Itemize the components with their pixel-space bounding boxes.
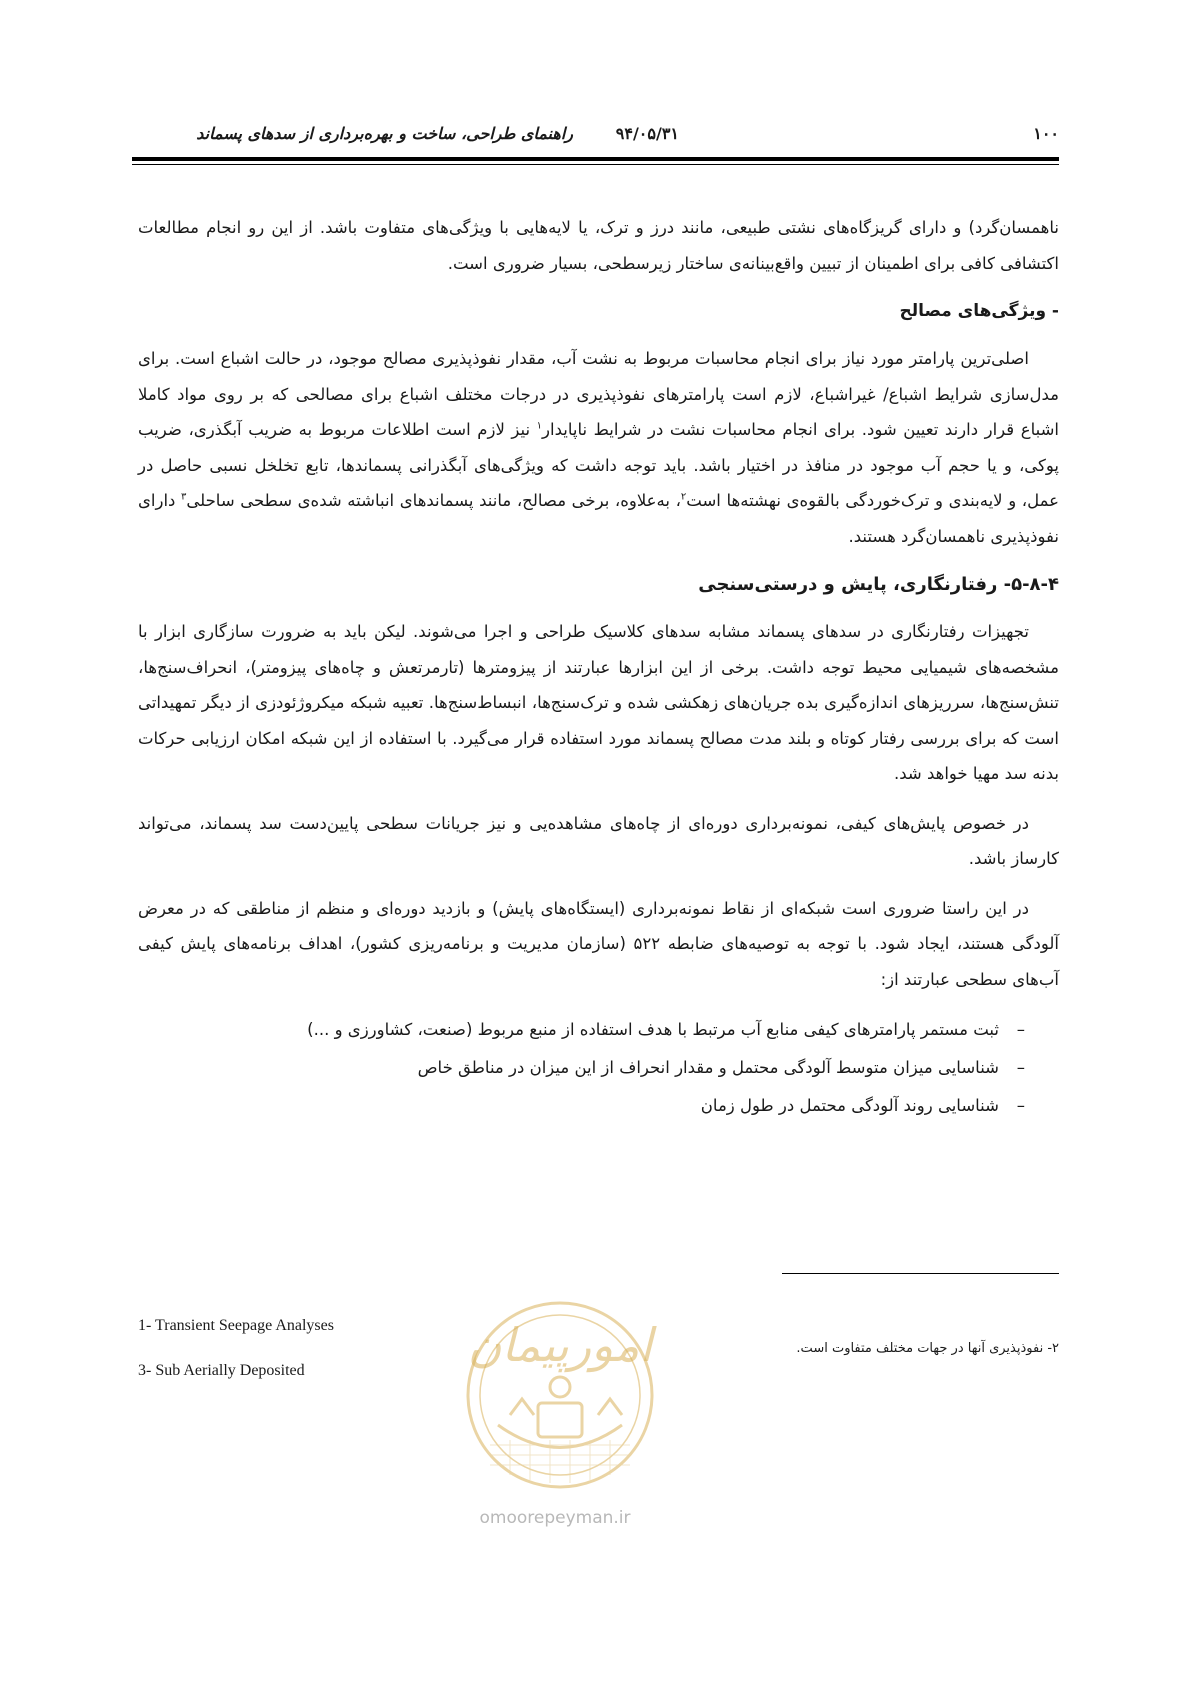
watermark-logo-text: امورپیمان <box>467 1318 653 1372</box>
bullet-dash: – <box>1016 1020 1025 1039</box>
materials-text-3: ، به‌علاوه، برخی مصالح، مانند پسماندهای انباشته شده‌ی سطحی ساحلی <box>186 491 681 510</box>
bullet-dash: – <box>1016 1058 1025 1077</box>
header-title: راهنمای طراحی، ساخت و بهره‌برداری از سدهای پسماند <box>196 124 573 143</box>
header-date: ۹۴/۰۵/۳۱ <box>615 124 679 143</box>
monitoring-paragraph-3: در این راستا ضروری است شبکه‌ای از نقاط نمونه‌برداری (ایستگاه‌های پایش) و بازدید دوره‌ای و منظم از مناطقی که در معرض آلودگی هستند، ایجاد شود. با توجه به توصیه‌های ضابطه ۵۲۲ (سازمان مدیریت و برنامه‌ریزی کشور)، اهداف برنامه‌های پایش کیفی آب‌های سطحی عبارتند از: <box>138 898 1059 989</box>
materials-text-2: نیز لازم است اطلاعات مربوط به ضریب آبگذری، ضریب پوکی، و یا حجم آب موجود در منافذ در اختیار باشد. باید توجه داشت که ویژگی‌های آبگذرانی پسماندها، تابع تخلخل نسبی حاصل در عمل، و لایه‌بندی و ترک‌خوردگی بالقوه‌ی نهشته‌ها است <box>138 420 1059 510</box>
footnote-2: ۲- نفوذپذیری آنها در جهات مختلف متفاوت است. <box>796 1341 1059 1356</box>
watermark-site: omoorepeyman.ir <box>479 1508 631 1528</box>
monitoring-paragraph-2: در خصوص پایش‌های کیفی، نمونه‌برداری دوره‌ای از چاه‌های مشاهده‌یی و نیز جریانات سطحی پایین‌دست سد پسماند، می‌تواند کارساز باشد. <box>138 813 1059 868</box>
materials-text-1: اصلی‌ترین پارامتر مورد نیاز برای انجام محاسبات مربوط به نشت آب، مقدار نفوذپذیری مصالح موجود، در حالت اشباع است. برای مدل‌سازی شرایط اشباع/ غیراشباع، لازم است پارامترهای نفوذپذیری در درجات مختلف اشباع برای مصالحی که بر روی مواد کاملا اشباع قرار دارند تعیین شود. برای انجام محاسبات نشت در شرایط ناپایدار <box>138 349 1059 439</box>
footnote-ref-1: ۱ <box>536 420 543 432</box>
monitoring-heading: ۵-۸-۴- رفتارنگاری، پایش و درستی‌سنجی <box>698 574 1059 595</box>
footnote-ref-3: ۳ <box>181 491 187 503</box>
page-body <box>138 210 1059 1125</box>
list-item: – ثبت مستمر پارامترهای کیفی منابع آب مرتبط با هدف استفاده از منبع مربوط (صنعت، کشاورزی و ...) <box>138 1011 1025 1049</box>
page-header <box>132 118 1059 154</box>
footnote-rule <box>782 1273 1059 1274</box>
page-number: ۱۰۰ <box>1033 124 1059 143</box>
footnote-3: 3- Sub Aerially Deposited <box>138 1362 305 1379</box>
materials-paragraph <box>138 341 1059 554</box>
header-rule-thin <box>132 164 1059 165</box>
materials-heading: - ویژگی‌های مصالح <box>899 301 1059 321</box>
header-rule-thick <box>132 157 1059 161</box>
footnote-1: 1- Transient Seepage Analyses <box>138 1317 334 1334</box>
intro-paragraph: ناهمسان‌گرد) و دارای گریزگاه‌های نشتی طبیعی، مانند درز و ترک، یا لایه‌هایی با ویژگی‌های متفاوت باشد. از این رو انجام مطالعات اکتشافی کافی برای اطمینان از تبیین واقع‌بینانه‌ی ساختار زیرسطحی، بسیار ضروری است. <box>138 218 1059 273</box>
list-item: – شناسایی میزان متوسط آلودگی محتمل و مقدار انحراف از این میزان در مناطق خاص <box>138 1049 1025 1087</box>
list-item: – شناسایی روند آلودگی محتمل در طول زمان <box>138 1087 1025 1125</box>
objectives-list <box>138 1011 1059 1125</box>
footnote-ref-2: ۲ <box>680 491 687 503</box>
monitoring-paragraph-1: تجهیزات رفتارنگاری در سدهای پسماند مشابه سدهای کلاسیک طراحی و اجرا می‌شوند. لیکن باید به ضرورت سازگاری ابزار با مشخصه‌های شیمیایی محیط توجه داشت. برخی از این ابزارها عبارتند از پیزومترها (تارمرتعش و چاه‌های پیزومتر)، انحراف‌سنج‌ها، تنش‌سنج‌ها، سرریزهای اندازه‌گیری بده جریان‌های زهکشی شده و ترک‌سنج‌ها، انبساط‌سنج‌ها. تعبیه شبکه میکروژئودزی از دیگر تمهیداتی است که برای بررسی رفتار کوتاه و بلند مدت مصالح پسماند مورد استفاده قرار می‌گیرد. با استفاده از این شبکه امکان ارزیابی حرکات بدنه سد مهیا خواهد شد. <box>138 622 1059 783</box>
bullet-dash: – <box>1016 1096 1025 1115</box>
materials-text-4: دارای نفوذپذیری ناهمسان‌گرد هستند. <box>138 491 1059 546</box>
